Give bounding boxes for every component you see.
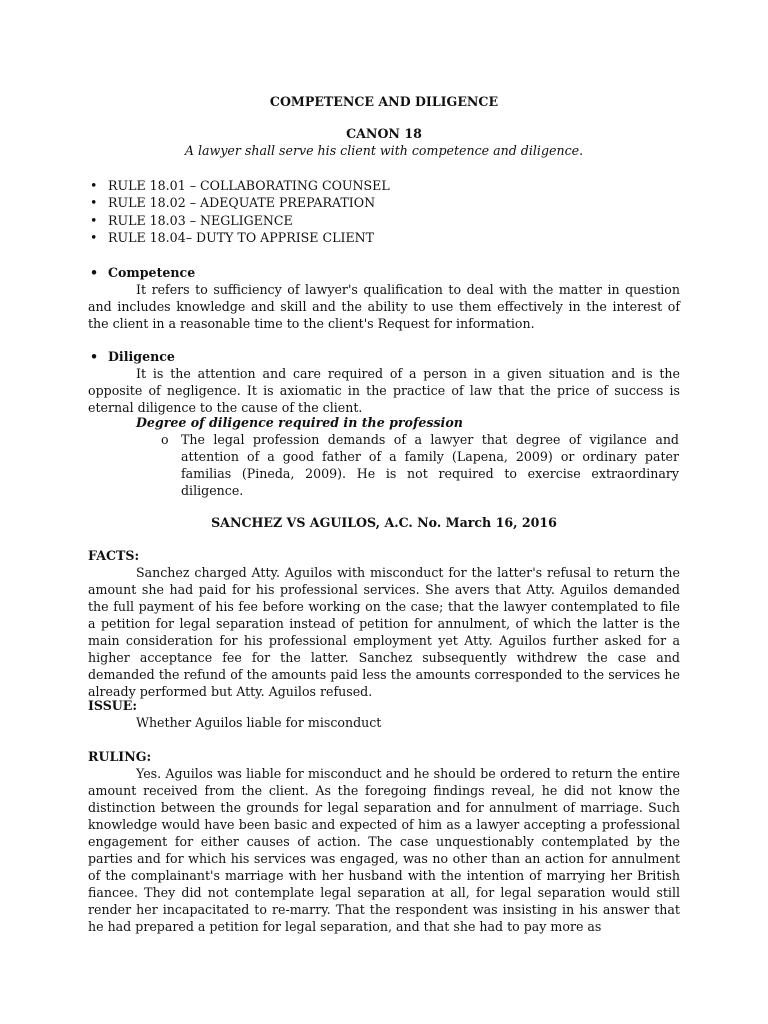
diligence-section — [88, 348, 680, 416]
ruling-section — [88, 748, 680, 935]
bullet-icon: • — [90, 349, 99, 364]
competence-section — [88, 264, 680, 332]
issue-section — [88, 697, 680, 714]
competence-text: It refers to sufficiency of lawyer's qualification to deal with the matter in question and includes knowledge and skill and the ability to use them effectively in the interest of the client in a reasonable time to the client's Request for information. — [88, 282, 680, 331]
bullet-icon: • — [90, 178, 98, 193]
degree-heading: Degree of diligence required in the profession — [136, 415, 463, 430]
issue-label: ISSUE: — [88, 698, 138, 713]
bullet-icon: • — [90, 195, 98, 211]
diligence-text: It is the attention and care required of a person in a given situation and is the opposite of negligence. It is axiomatic in the practice of law that the price of success is eternal diligence to the cause of the client. — [88, 366, 680, 415]
list-item: • RULE 18.01 – COLLABORATING COUNSEL — [90, 178, 390, 193]
facts-text: Sanchez charged Atty. Aguilos with misconduct for the latter's refusal to return the amount she had paid for his professional services. She avers that Atty. Aguilos demanded the full payment of his fee before working on the case; that the lawyer contemplated to file a petition for legal separation instead of petition for annulment, of which the latter is the main consideration for his professional employment yet Atty. Aguilos further asked for a higher acceptance fee for the latter. Sanchez subsequently withdrew the case and demanded the refund of the amounts paid less the amounts corresponded to the services he already performed but Atty. Aguilos refused. — [88, 565, 680, 699]
ruling-label: RULING: — [88, 749, 152, 764]
bullet-icon: • — [90, 229, 98, 245]
bullet-icon: • — [90, 265, 99, 280]
facts-label: FACTS: — [88, 548, 140, 563]
bullet-icon: • — [90, 212, 98, 228]
ruling-text: Yes. Aguilos was liable for misconduct and he should be ordered to return the entire amount received from the client. As the foregoing findings reveal, he did not know the distinction between the grounds for legal separation and for annulment of marriage. Such knowledge would have been basic and expected of him as a lawyer accepting a professional engagement for either causes of action. The case unquestionably contemplated by the parties and for which his services was engaged, was no other than an action for annulment of the complainant's marriage with her husband with the intention of marrying her British fiancee. They did not contemplate legal separation at all, for legal separation would still render her incapacitated to re-marry. That the respondent was insisting in his answer that he had prepared a petition for legal separation, and that she had to pay more as — [88, 766, 680, 934]
circle-bullet-icon: o — [161, 432, 169, 447]
issue-text: Whether Aguilos liable for misconduct — [136, 715, 382, 730]
document-title: COMPETENCE AND DILIGENCE — [269, 94, 499, 109]
list-item: • RULE 18.03 – NEGLIGENCE — [90, 212, 293, 228]
competence-heading: • Competence — [90, 265, 196, 280]
degree-sublist — [161, 431, 679, 499]
canon-text: A lawyer shall serve his client with competence and diligence. — [184, 143, 584, 158]
degree-text: The legal profession demands of a lawyer that degree of vigilance and attention of a good father of a family (Lapena, 2009) or ordinary pater familias (Pineda, 2009). He is not required to exercise extraordinary diligence. — [181, 432, 679, 498]
facts-section — [88, 547, 680, 700]
list-item: • RULE 18.04– DUTY TO APPRISE CLIENT — [90, 229, 375, 245]
diligence-heading: • Diligence — [90, 349, 175, 364]
rules-list — [88, 177, 390, 246]
list-item: • RULE 18.02 – ADEQUATE PREPARATION — [90, 195, 376, 211]
canon-heading: CANON 18 — [346, 126, 422, 141]
case-title: SANCHEZ VS AGUILOS, A.C. No. March 16, 2016 — [211, 515, 557, 530]
